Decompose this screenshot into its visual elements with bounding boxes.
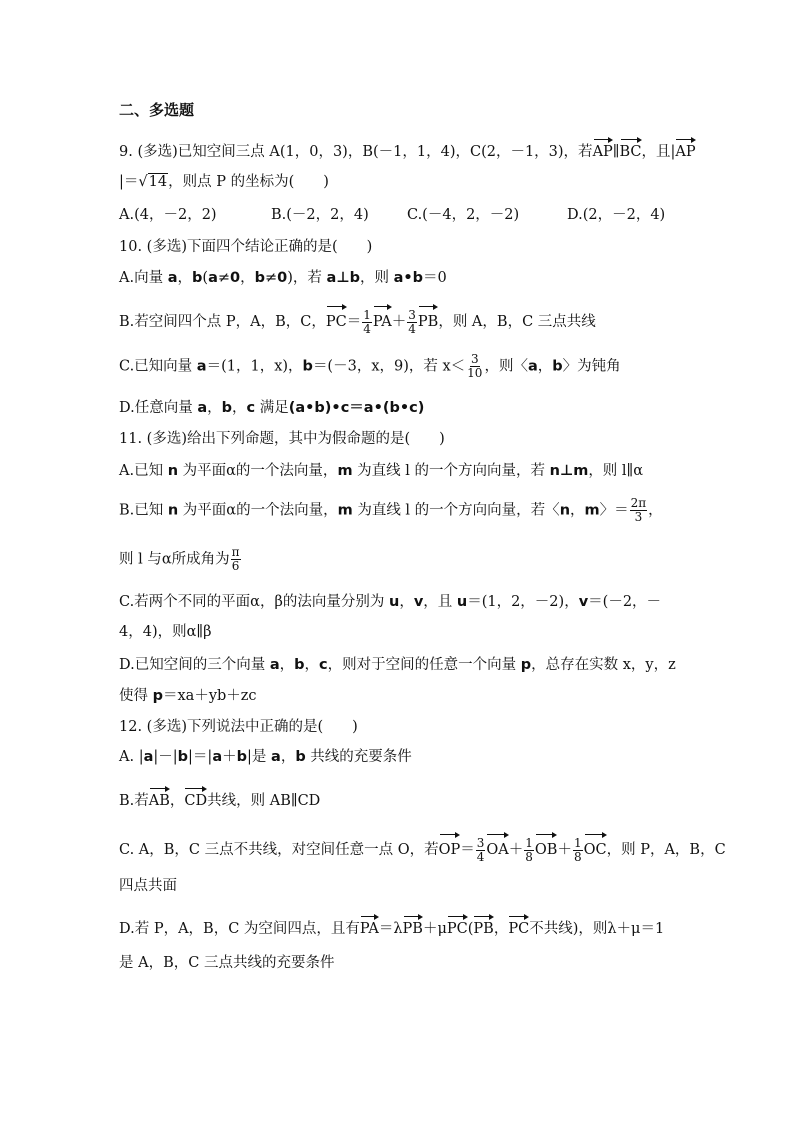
- fraction: [524, 837, 534, 864]
- bold-symbol: a: [208, 270, 218, 286]
- bold-symbol: a⊥b: [326, 270, 360, 286]
- bold-symbol: m: [584, 502, 600, 519]
- text: |＝: [119, 174, 139, 190]
- bold-symbol: n: [167, 502, 179, 519]
- radicand: 14: [148, 174, 168, 190]
- bold-symbol: (a•b)•c＝a•(b•c): [288, 400, 425, 416]
- bold-symbol: u: [388, 594, 400, 610]
- question-11-option-d: [119, 655, 676, 675]
- bold-symbol: v: [578, 594, 589, 610]
- question-11-option-c: [119, 592, 661, 612]
- text: ，: [648, 502, 663, 519]
- question-12-option-c: [119, 831, 726, 864]
- text: ，: [240, 270, 255, 286]
- text: 为平面α的一个法向量，: [178, 463, 338, 479]
- question-10-stem: 10. (多选)下面四个结论正确的是( ): [119, 239, 373, 255]
- denominator: 6: [231, 559, 240, 573]
- denominator: 8: [573, 849, 582, 864]
- text: |－|: [153, 749, 178, 765]
- question-11-option-d-cont: [119, 686, 257, 706]
- bold-symbol: a: [143, 749, 154, 765]
- vector-pa: PA: [373, 303, 392, 335]
- text: ，: [399, 594, 414, 610]
- bold-symbol: p: [152, 688, 163, 704]
- vector-ap: AP: [593, 136, 613, 162]
- text: C.已知向量: [119, 358, 197, 375]
- text: ，: [537, 358, 553, 375]
- text: ，: [280, 749, 296, 765]
- text: ＋: [557, 842, 572, 858]
- bold-symbol: c: [319, 657, 328, 673]
- text: B.若空间四个点 P，A，B，C，: [119, 314, 326, 330]
- text: 则 l 与α所成角为: [119, 551, 230, 568]
- question-10-option-a: [119, 268, 447, 288]
- vector-pb: PB: [473, 913, 493, 939]
- text: A.已知: [119, 463, 168, 479]
- text: ＝(1，2，－2)，: [467, 594, 579, 610]
- text: ，: [493, 921, 509, 937]
- bold-symbol: m: [337, 502, 353, 519]
- text: (: [202, 270, 209, 286]
- bold-symbol: b: [552, 358, 563, 375]
- text: ，且|: [641, 144, 676, 160]
- question-12-stem: 12. (多选)下列说法中正确的是( ): [119, 719, 358, 735]
- question-12-option-d: [119, 913, 664, 939]
- bold-symbol: a•b: [393, 270, 423, 286]
- vector-pa: PA: [360, 913, 379, 939]
- bold-symbol: a: [197, 400, 208, 416]
- text: ＝(1，1，x)，: [206, 358, 303, 375]
- text: C. A，B，C 三点不共线，对空间任意一点 O，若: [119, 842, 439, 858]
- text: ，则 A，B，C 三点共线: [438, 314, 596, 330]
- denominator: 3: [634, 510, 643, 524]
- fraction: [362, 309, 372, 336]
- option-a: A.(4，－2，2): [119, 207, 217, 223]
- text: ∥: [612, 144, 620, 160]
- text: )，若: [287, 270, 327, 286]
- text: ，总存在实数 x，y，z: [531, 657, 676, 673]
- text: ＝: [460, 842, 475, 858]
- text: (: [467, 921, 474, 937]
- question-11-option-a: [119, 461, 643, 481]
- text: 为直线 l 的一个方向向量，若〈: [352, 502, 560, 519]
- question-10-option-d: [119, 398, 424, 418]
- bold-symbol: v: [413, 594, 424, 610]
- text: ＝(－2，－: [588, 594, 662, 610]
- option-b: B.(－2，2，4): [271, 207, 369, 223]
- question-11-option-b-cont: [119, 546, 242, 573]
- text: ＋: [391, 314, 407, 330]
- vector-pb: PB: [403, 913, 423, 939]
- bold-symbol: b: [221, 400, 233, 416]
- text: 满足: [255, 400, 289, 416]
- numerator: 1: [525, 835, 533, 850]
- text: ，则 l∥α: [588, 463, 644, 479]
- bold-symbol: p: [520, 657, 532, 673]
- bold-symbol: b: [254, 270, 265, 286]
- text: 〉为钝角: [562, 358, 621, 375]
- vector-ab: AB: [149, 785, 170, 811]
- bold-symbol: a: [269, 657, 280, 673]
- question-12-option-d-cont: 是 A，B，C 三点共线的充要条件: [119, 955, 335, 971]
- bold-symbol: b: [302, 358, 313, 375]
- numerator: 2π: [630, 496, 647, 510]
- numerator: 3: [470, 352, 479, 366]
- text: 使得: [119, 688, 153, 704]
- text: ≠: [265, 270, 278, 286]
- text: A.向量: [119, 270, 168, 286]
- text: ，: [177, 270, 192, 286]
- text: ，则 P，A，B，C: [606, 842, 726, 858]
- text: ，: [169, 793, 185, 809]
- text: |＝|: [188, 749, 213, 765]
- option-c: C.(－4，2，－2): [407, 207, 520, 223]
- bold-symbol: a: [212, 749, 223, 765]
- text: B.若: [119, 793, 149, 809]
- option-d: D.(2，－2，4): [567, 207, 666, 223]
- vector-pb: PB: [418, 303, 438, 335]
- bold-symbol: a: [196, 358, 207, 375]
- question-11-option-c-cont: 4，4)，则α∥β: [119, 624, 212, 640]
- text: ，则点 P 的坐标为( ): [168, 174, 329, 190]
- bold-symbol: u: [456, 594, 468, 610]
- fraction: [630, 497, 648, 524]
- bold-symbol: n⊥m: [549, 463, 589, 479]
- text: 为平面α的一个法向量，: [178, 502, 338, 519]
- text: 共线，则 AB∥CD: [207, 793, 321, 809]
- numerator: 1: [573, 835, 582, 850]
- text: ，: [304, 657, 320, 673]
- vector-pc: PC: [508, 913, 529, 939]
- question-10-option-c: [119, 353, 621, 380]
- vector-pc: PC: [447, 913, 468, 939]
- text: ≠: [217, 270, 231, 286]
- denominator: 4: [408, 321, 416, 336]
- fraction: [476, 837, 486, 864]
- text: ＝(－3，x，9)，若 x＜: [312, 358, 466, 375]
- numerator: 3: [408, 307, 416, 322]
- bold-symbol: a: [271, 749, 281, 765]
- numerator: π: [231, 545, 240, 559]
- text: ＋: [508, 842, 524, 858]
- question-12-option-b: [119, 785, 320, 811]
- text: B.已知: [119, 502, 168, 519]
- question-10-option-b: [119, 303, 596, 336]
- denominator: 4: [476, 849, 485, 864]
- text: ＋: [222, 749, 237, 765]
- text: ＝: [346, 314, 362, 330]
- bold-symbol: b: [236, 749, 248, 765]
- vector-bc: BC: [620, 136, 642, 162]
- vector-oc: OC: [584, 831, 607, 863]
- bold-symbol: a: [167, 270, 178, 286]
- text: ＝xa＋yb＋zc: [163, 688, 257, 704]
- denominator: 4: [363, 321, 371, 336]
- text: ＝0: [423, 270, 447, 286]
- text: |是: [247, 749, 272, 765]
- vector-ap: AP: [675, 136, 695, 162]
- denominator: 8: [525, 849, 533, 864]
- text: A. |: [119, 749, 144, 765]
- radical-sign: √: [138, 174, 148, 190]
- bold-symbol: 0: [230, 270, 241, 286]
- question-12-option-a: [119, 747, 412, 767]
- vector-op: OP: [439, 831, 461, 863]
- bold-symbol: c: [246, 400, 256, 416]
- text: ，: [570, 502, 585, 519]
- vector-ob: OB: [535, 831, 558, 863]
- question-9-options: [119, 205, 665, 225]
- text: 不共线)，则λ＋μ＝1: [529, 921, 665, 937]
- bold-symbol: b: [295, 749, 306, 765]
- text: 9. (多选)已知空间三点 A(1，0，3)，B(－1，1，4)，C(2，－1，3)，若: [119, 144, 593, 160]
- bold-symbol: a: [527, 358, 538, 375]
- bold-symbol: n: [167, 463, 179, 479]
- text: ，: [232, 400, 247, 416]
- bold-symbol: 0: [277, 270, 288, 286]
- numerator: 3: [476, 835, 485, 850]
- sqrt-expression: [138, 172, 168, 192]
- vector-pc: PC: [326, 303, 347, 335]
- text: ，则〈: [484, 358, 528, 375]
- section-title: 二、多选题: [119, 101, 195, 119]
- text: ，则对于空间的任意一个向量: [327, 657, 521, 673]
- denominator: 10: [467, 366, 483, 380]
- fraction: [231, 546, 241, 573]
- text: ＝λ: [378, 921, 403, 937]
- bold-symbol: b: [192, 270, 203, 286]
- fraction: [407, 309, 417, 336]
- bold-symbol: m: [337, 463, 353, 479]
- text: D.若 P，A，B，C 为空间四点，且有: [119, 921, 360, 937]
- fraction: [573, 837, 583, 864]
- text: ，且: [423, 594, 457, 610]
- question-11-option-b: [119, 497, 663, 524]
- text: 共线的充要条件: [305, 749, 412, 765]
- text: 为直线 l 的一个方向向量，若: [352, 463, 550, 479]
- vector-cd: CD: [184, 785, 207, 811]
- vector-oa: OA: [486, 831, 508, 863]
- fraction: [466, 353, 483, 380]
- text: D.任意向量: [119, 400, 198, 416]
- bold-symbol: b: [177, 749, 189, 765]
- bold-symbol: b: [294, 657, 305, 673]
- text: ，: [279, 657, 295, 673]
- question-12-option-c-cont: 四点共面: [119, 878, 177, 894]
- text: C.若两个不同的平面α，β的法向量分别为: [119, 594, 389, 610]
- question-11-stem: 11. (多选)给出下列命题，其中为假命题的是( ): [119, 431, 445, 447]
- text: 〉＝: [599, 502, 629, 519]
- question-9-line-1: [119, 136, 696, 162]
- text: D.已知空间的三个向量: [119, 657, 270, 673]
- text: ，: [207, 400, 222, 416]
- numerator: 1: [363, 307, 371, 322]
- question-9-line-2: [119, 172, 329, 192]
- text: ，则: [359, 270, 394, 286]
- text: ＋μ: [422, 921, 447, 937]
- bold-symbol: n: [559, 502, 571, 519]
